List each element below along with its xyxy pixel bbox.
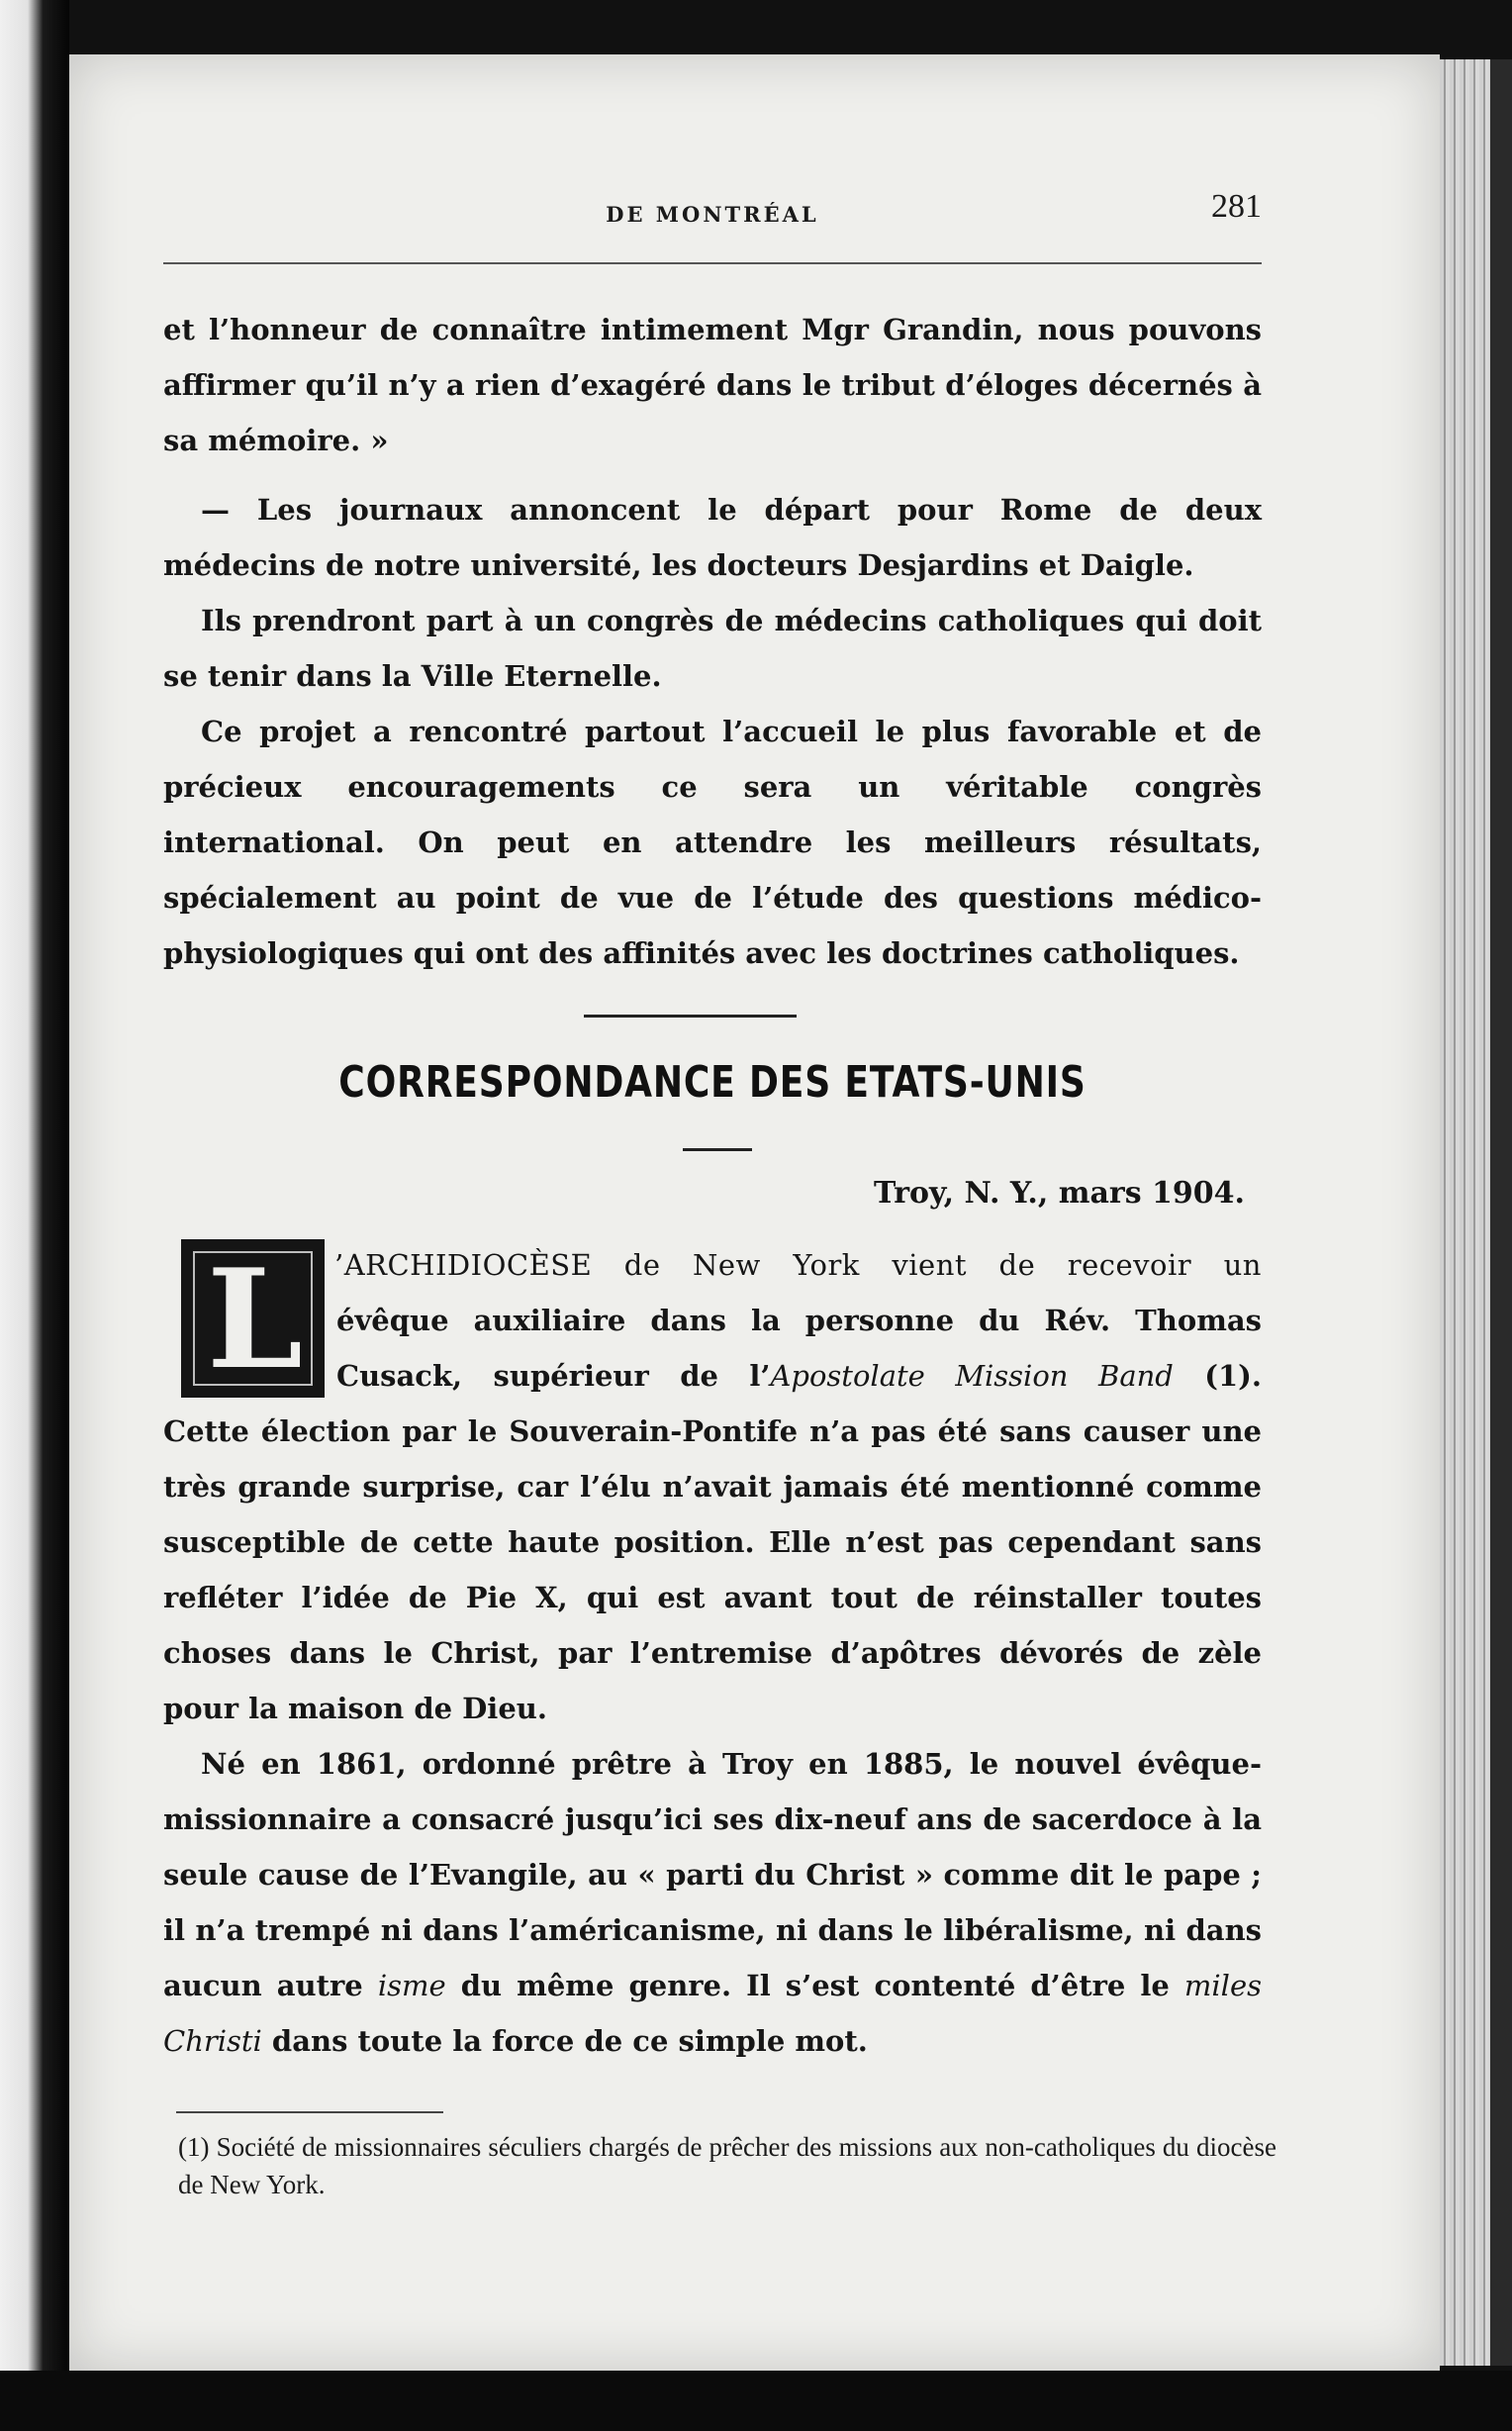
drop-cap-letter: L	[207, 1238, 304, 1400]
page-number: 281	[1211, 188, 1262, 225]
correspondence-text-block	[163, 1404, 1262, 2069]
dateline: Troy, N. Y., mars 1904.	[874, 1176, 1245, 1211]
title-underline-rule	[683, 1148, 752, 1151]
opening-line-1	[334, 1237, 1262, 1293]
opening-line-3-pre: Cusack, supérieur de l’	[336, 1359, 771, 1393]
mission-band-name: Apostolate Mission Band	[770, 1359, 1174, 1393]
paragraph-news: — Les journaux annoncent le départ pour Rome de deux médecins de notre université, les docteurs Desjardins et Daigle.	[163, 493, 1262, 582]
paragraph-continuation: et l’honneur de connaître intimement Mgr Grandin, nous pouvons affirmer qu’il n’y a rien d’exagéré dans le tribut d’éloges décernés à sa mémoire. »	[163, 313, 1262, 457]
paragraph-election: Cette élection par le Souverain-Pontife n’a pas été sans causer une très grande surprise, car l’élu n’avait jamais été mentionné comme susceptible de cette haute position. Elle n’est pas cependant sans refléter l’idée de Pie X, qui est avant tout de réinstaller toutes choses dans le Christ, par l’entremise d’apôtres dévorés de zèle pour la maison de Dieu.	[163, 1414, 1262, 1725]
paragraph-congress: Ils prendront part à un congrès de médecins catholiques qui doit se tenir dans la Ville Eternelle.	[163, 604, 1262, 693]
page-stack-edge	[1440, 59, 1512, 2366]
section-title: CORRESPONDANCE DES ETATS-UNIS	[338, 1057, 1087, 1108]
opening-line-3-post: (1).	[1173, 1359, 1262, 1393]
opening-line-1-text: ’ARCHIDIOCÈSE de New York vient de recevoir un	[334, 1248, 1262, 1282]
footnote-rule	[176, 2111, 443, 2113]
section-divider-rule	[584, 1015, 797, 1018]
opening-lines	[336, 1237, 1262, 1404]
paragraph-project: Ce projet a rencontré partout l’accueil le plus favorable et de précieux encouragements ce sera un véritable congrès international. On peut en attendre les meilleurs résultats, spécialement au point de vue de l’étude des questions médico-physiologiques qui ont des affinités avec les doctrines catholiques.	[163, 715, 1262, 970]
scan-left-edge	[0, 0, 69, 2431]
header-rule	[163, 262, 1262, 264]
scan-bottom-border	[0, 2371, 1512, 2431]
ornamental-drop-cap	[181, 1239, 325, 1398]
biography-part-b: du même genre. Il s’est contenté d’être le	[445, 1969, 1184, 2002]
paragraph-biography	[163, 1736, 1262, 2069]
opening-line-2: évêque auxiliaire dans la personne du Rév. Thomas	[336, 1304, 1262, 1337]
running-title: DE MONTRÉAL	[606, 202, 819, 227]
running-head	[163, 188, 1262, 247]
miles-christi-phrase: miles Christi	[163, 1969, 1262, 2058]
opening-line-3	[336, 1348, 1262, 1404]
biography-part-a: Né en 1861, ordonné prêtre à Troy en 1885, le nouvel évêque-missionnaire a consacré jusqu’ici ses dix-neuf ans de sacerdoce à la seule cause de l’Evangile, au « parti du Christ » comme dit le pape ; il n’a trempé ni dans l’américanisme, ni dans le libéralisme, ni dans aucun autre	[163, 1747, 1262, 2002]
footnote: (1) Société de missionnaires séculiers chargés de prêcher des missions aux non-catholiques du diocèse de New York.	[178, 2132, 1276, 2199]
isme-word: isme	[377, 1969, 446, 2002]
top-text-block	[163, 302, 1262, 981]
biography-part-c: dans toute la force de ce simple mot.	[261, 2024, 868, 2058]
